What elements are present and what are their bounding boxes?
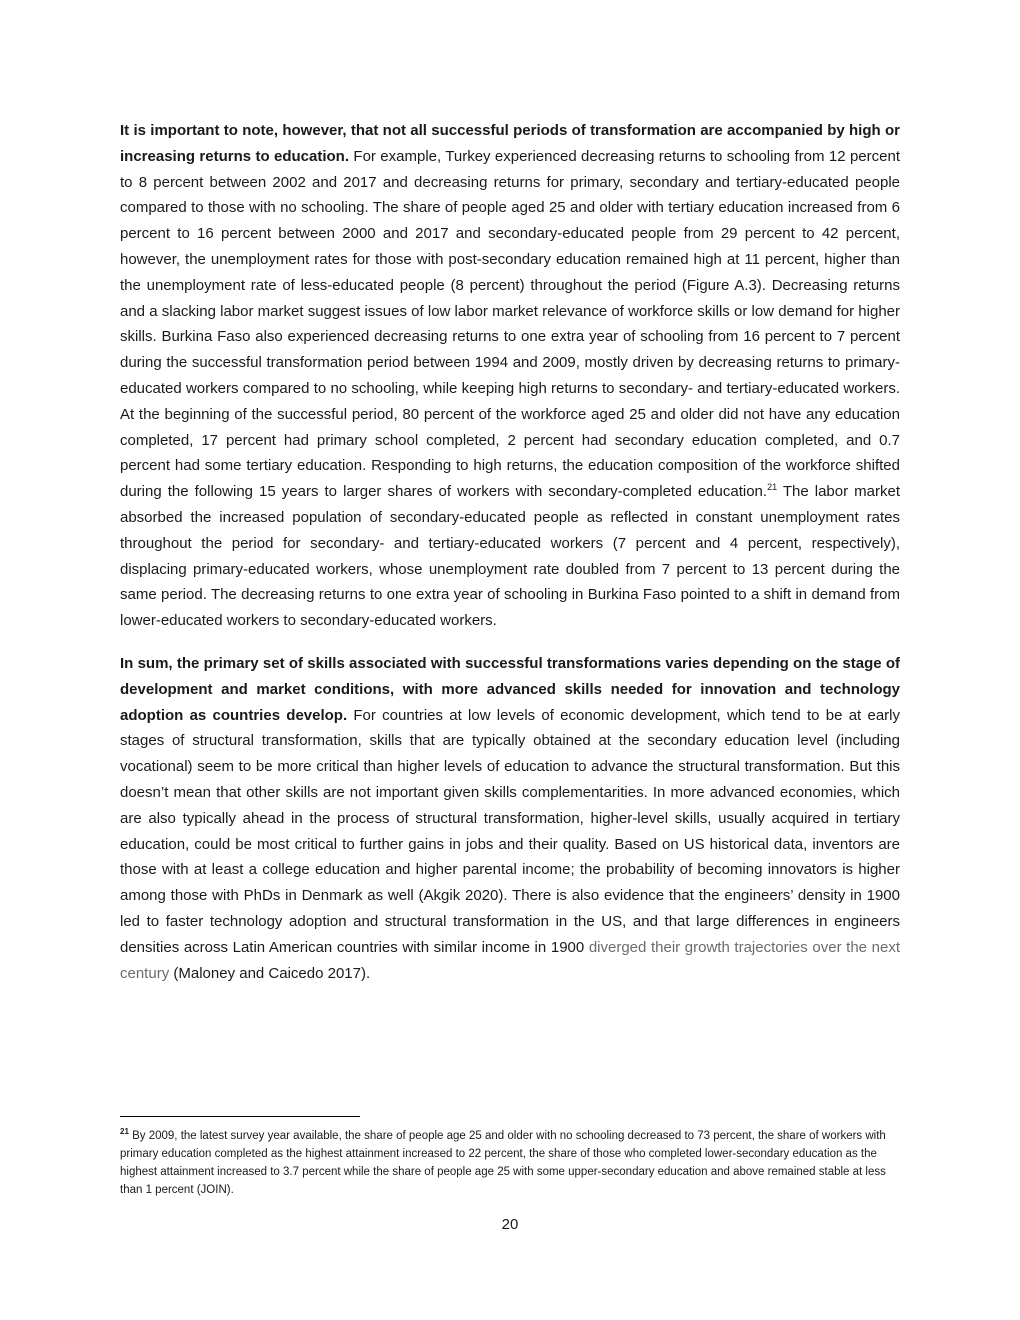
footnote-reference[interactable]: 21 <box>767 482 778 493</box>
footnote-divider <box>120 1116 360 1117</box>
paragraph-text: For example, Turkey experienced decreasing returns to schooling from 12 percent to 8 percent between 2002 and 2017 and decreasing returns for primary, secondary and tertiary-educated people compared to those with no schooling. The share of people aged 25 and older with tertiary education increased from 6 percent to 16 percent between 2000 and 2017 and secondary-educated people from 29 percent to 42 percent, however, the unemployment rates for those with post-secondary education remained high at 11 percent, higher than the unemployment rate of less-educated people (8 percent) throughout the period (Figure A.3). Decreasing returns and a slacking labor market suggest issues of low labor market relevance of workforce skills or low demand for higher skills. Burkina Faso also experienced decreasing returns to one extra year of schooling from 16 percent to 7 percent during the successful transformation period between 1994 and 2009, mostly driven by decreasing returns to primary-educated workers compared to no schooling, while keeping high returns to secondary- and tertiary-educated workers. At the beginning of the successful period, 80 percent of the workforce aged 25 and older did not have any education completed, 17 percent had primary school completed, 2 percent had secondary education completed, and 0.7 percent had some tertiary education. Responding to high returns, the education composition of the workforce shifted during the following 15 years to larger shares of workers with secondary-completed education. <box>120 147 900 501</box>
paragraph-muted-text: diverged their growth trajectories over the next century <box>120 938 900 982</box>
paragraph-citation: (Maloney and Caicedo 2017). <box>169 964 371 982</box>
paragraph-returns-to-education <box>120 118 900 634</box>
paragraph-text-continued: The labor market absorbed the increased population of secondary-educated people as reflected in constant unemployment rates throughout the period for secondary- and tertiary-educated workers (7 percent and 4 percent, respectively), displacing primary-educated workers, whose unemployment rate doubled from 7 percent to 13 percent during the same period. The decreasing returns to one extra year of schooling in Burkina Faso pointed to a shift in demand from lower-educated workers to secondary-educated workers. <box>120 483 900 630</box>
paragraph-skills-summary <box>120 651 900 986</box>
document-body <box>120 118 900 1003</box>
paragraph-text: For countries at low levels of economic development, which tend to be at early stages of structural transformation, skills that are typically obtained at the secondary education level (including vocational) seem to be more critical than higher levels of education to advance the structural transformation. But this doesn’t mean that other skills are not important given skills complementarities. In more advanced economies, which are also typically ahead in the process of structural transformation, higher-level skills, usually acquired in tertiary education, could be most critical to further gains in jobs and their quality. Based on US historical data, inventors are those with at least a college education and higher parental income; the probability of becoming innovators is higher among those with PhDs in Denmark as well (Akgik 2020). There is also evidence that the engineers’ density in 1900 led to faster technology adoption and structural transformation in the US, and that large differences in engineers densities across Latin American countries with similar income in 1900 <box>120 706 900 956</box>
footnote <box>120 1127 900 1199</box>
footnote-number: 21 <box>120 1127 129 1137</box>
paragraph-lead-bold: It is important to note, however, that not all successful periods of transformation are accompanied by high or increasing returns to education. <box>120 122 900 165</box>
paragraph-lead-bold: In sum, the primary set of skills associated with successful transformations varies depending on the stage of development and market conditions, with more advanced skills needed for innovation and technology adoption as countries develop. <box>120 654 900 724</box>
footnote-text: By 2009, the latest survey year available, the share of people age 25 and older with no schooling decreased to 73 percent, the share of workers with primary education completed as the highest attainment increased to 22 percent, the share of those who completed lower-secondary education as the highest attainment increased to 3.7 percent while the share of people age 25 with some upper-secondary education and above remained stable at less than 1 percent (JOIN). <box>120 1130 886 1196</box>
page-number: 20 <box>501 1216 519 1233</box>
